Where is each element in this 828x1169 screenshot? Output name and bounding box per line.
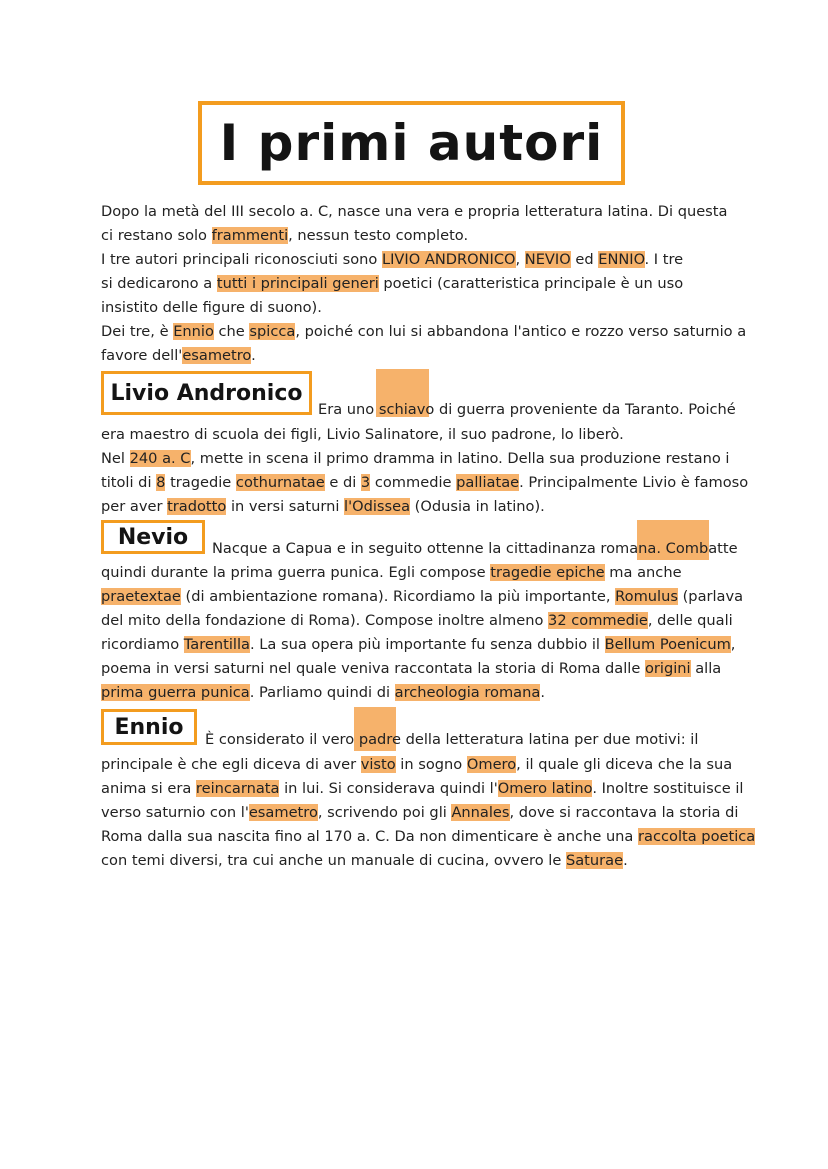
text: titoli di: [101, 474, 157, 491]
highlight: LIVIO ANDRONICO: [381, 251, 516, 268]
highlight: esametro: [248, 804, 318, 821]
highlight: visto: [360, 756, 396, 773]
text: insistito delle figure di suono).: [101, 299, 322, 316]
highlight: praetextae: [101, 588, 181, 605]
text: . La sua opera più importante fu senza dubbio il: [249, 636, 605, 653]
text: poetici (caratteristica principale è un uso: [378, 275, 684, 292]
nevio-line: [212, 539, 738, 559]
text: .: [623, 852, 628, 869]
ennio-line: [101, 851, 628, 871]
highlight: Romulus: [615, 588, 678, 605]
highlight: tradotto: [167, 498, 227, 515]
text: .: [540, 684, 545, 701]
highlight: l'Odissea: [344, 498, 411, 515]
section-label-text: Ennio: [114, 714, 184, 740]
livio-line: [101, 449, 729, 469]
livio-line: [101, 497, 545, 517]
nevio-line: [101, 587, 743, 607]
section-label-text: Nevio: [117, 524, 189, 550]
text: , mette in scena il primo dramma in latino. Della sua produzione restano i: [190, 450, 730, 467]
nevio-line: [101, 563, 682, 583]
highlight: Bellum Poenicum: [604, 636, 731, 653]
text: tragedie: [165, 474, 236, 491]
nevio-line: [101, 659, 721, 679]
text: Era uno: [318, 401, 379, 418]
section-label-livio: [101, 371, 312, 415]
highlight: ENNIO: [598, 251, 645, 268]
section-label-ennio: [101, 709, 197, 745]
text: , il quale gli diceva che la sua: [516, 756, 733, 773]
text: anima si era: [101, 780, 196, 797]
text: . Inoltre sostituisce il: [592, 780, 744, 797]
text: ricordiamo: [101, 636, 184, 653]
text: Dei tre, è: [101, 323, 174, 340]
text: Nacque a Capua e in seguito ottenne la cittadinanza romana.: [212, 540, 666, 557]
ennio-line: [101, 803, 738, 823]
text: ,: [730, 636, 736, 653]
text: per aver: [101, 498, 168, 515]
text: , delle quali: [647, 612, 733, 629]
highlight: Tarentilla: [183, 636, 250, 653]
highlight: raccolta poetica: [638, 828, 756, 845]
highlight: padre: [358, 731, 401, 748]
ennio-line: [101, 779, 743, 799]
text: con temi diversi, tra cui anche un manuale di cucina, ovvero le: [101, 852, 566, 869]
text: . I tre: [644, 251, 684, 268]
livio-line: [101, 425, 624, 445]
text: che: [213, 323, 250, 340]
text: , scrivendo poi gli: [317, 804, 452, 821]
text: ,: [515, 251, 525, 268]
text: È considerato il vero: [205, 731, 359, 748]
text: di guerra proveniente da Taranto. Poiché: [434, 401, 736, 418]
text: favore dell': [101, 347, 183, 364]
section-label-nevio: [101, 520, 205, 554]
intro-line: [101, 202, 727, 222]
text: in sogno: [395, 756, 467, 773]
title-box: [198, 101, 625, 185]
intro-line: [101, 298, 322, 318]
text: (di ambientazione romana). Ricordiamo la più importante,: [180, 588, 616, 605]
text: I tre autori principali riconosciuti sono: [101, 251, 382, 268]
text: commedie: [370, 474, 457, 491]
highlight: Omero latino: [497, 780, 593, 797]
text: ed: [570, 251, 599, 268]
highlight: Ennio: [173, 323, 214, 340]
highlight: Combatte: [665, 540, 738, 557]
text: , dove si raccontava la storia di: [509, 804, 739, 821]
highlight: schiavo: [378, 401, 435, 418]
livio-line: [101, 473, 748, 493]
highlight: prima guerra punica: [101, 684, 250, 701]
text: poema in versi saturni nel quale veniva raccontata la storia di Roma dalle: [101, 660, 645, 677]
ennio-line: [101, 755, 732, 775]
nevio-line: [101, 635, 735, 655]
highlight: 240 a. C: [129, 450, 191, 467]
text: .: [251, 347, 256, 364]
highlight: reincarnata: [195, 780, 280, 797]
ennio-line: [101, 827, 755, 847]
intro-line: [101, 322, 746, 342]
text: Nel: [101, 450, 130, 467]
highlight: palliatae: [456, 474, 520, 491]
text: (Odusia in latino).: [410, 498, 545, 515]
highlight: 3: [360, 474, 371, 491]
text: del mito della fondazione di Roma). Compose inoltre almeno: [101, 612, 549, 629]
highlight: cothurnatae: [235, 474, 325, 491]
text: della letteratura latina per due motivi: il: [400, 731, 699, 748]
text: in lui. Si considerava quindi l': [279, 780, 498, 797]
intro-line: [101, 250, 683, 270]
highlight: origini: [644, 660, 691, 677]
text: (parlava: [677, 588, 744, 605]
text: era maestro di scuola dei figli, Livio Salinatore, il suo padrone, lo liberò.: [101, 426, 624, 443]
highlight: archeologia romana: [394, 684, 541, 701]
highlight: esametro: [182, 347, 252, 364]
highlight: Omero: [466, 756, 517, 773]
text: in versi saturni: [226, 498, 345, 515]
text: ci restano solo: [101, 227, 212, 244]
highlight: frammenti: [211, 227, 289, 244]
intro-line: [101, 346, 256, 366]
ennio-line: [205, 730, 698, 750]
highlight: 8: [156, 474, 166, 491]
text: si dedicarono a: [101, 275, 217, 292]
text: , poiché con lui si abbandona l'antico e rozzo verso saturnio a: [295, 323, 747, 340]
livio-line: [318, 400, 736, 420]
highlight: Saturae: [565, 852, 624, 869]
highlight: tutti i principali generi: [216, 275, 379, 292]
page-title: I primi autori: [219, 114, 604, 172]
text: ma anche: [604, 564, 682, 581]
text: Dopo la metà del III secolo a. C, nasce una vera e propria letteratura latina. Di questa: [101, 203, 728, 220]
text: . Principalmente Livio è famoso: [519, 474, 749, 491]
highlight: tragedie epiche: [490, 564, 605, 581]
intro-line: [101, 226, 468, 246]
text: verso saturnio con l': [101, 804, 249, 821]
text: e di: [324, 474, 361, 491]
text: Roma dalla sua nascita fino al 170 a. C. Da non dimenticare è anche una: [101, 828, 639, 845]
section-label-text: Livio Andronico: [110, 380, 303, 406]
nevio-line: [101, 611, 733, 631]
highlight: Annales: [451, 804, 510, 821]
nevio-line: [101, 683, 545, 703]
text: principale è che egli diceva di aver: [101, 756, 361, 773]
intro-line: [101, 274, 683, 294]
text: alla: [690, 660, 722, 677]
highlight: 32 commedie: [548, 612, 648, 629]
text: , nessun testo completo.: [288, 227, 469, 244]
highlight: spicca: [249, 323, 296, 340]
text: quindi durante la prima guerra punica. Egli compose: [101, 564, 491, 581]
highlight: NEVIO: [524, 251, 571, 268]
text: . Parliamo quindi di: [249, 684, 395, 701]
